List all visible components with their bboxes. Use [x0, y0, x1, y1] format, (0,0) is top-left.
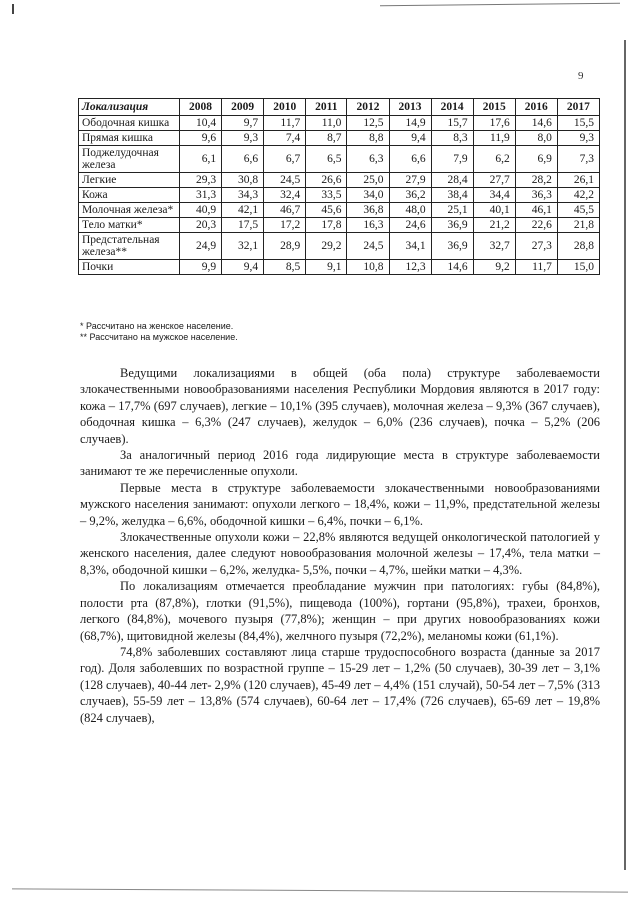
table-cell-value: 9,6	[180, 131, 222, 146]
row-localization-label: Легкие	[79, 173, 180, 188]
paragraph-leading-localizations: Ведущими локализациями в общей (оба пола) структуре заболеваемости злокачественными новообразованиями населения Республики Мордовия являются в 2017 году: кожа – 17,7% (697 случаев), легкие – 10,1% (395 случаев), молочная железа – 9,3% (367 случаев), ободочная кишка – 6,3% (247 случаев), желудок – 6,0% (236 случаев), почка – 5,2% (206 случаев).	[80, 366, 600, 446]
table-cell-value: 40,9	[180, 203, 222, 218]
table-cell-value: 8,5	[264, 260, 306, 275]
table-cell-value: 46,7	[264, 203, 306, 218]
table-header-row	[79, 99, 600, 116]
table-cell-value: 17,5	[222, 218, 264, 233]
row-localization-label: Кожа	[79, 188, 180, 203]
table-cell-value: 15,0	[557, 260, 599, 275]
table-cell-value: 30,8	[222, 173, 264, 188]
table-cell-value: 22,6	[515, 218, 557, 233]
scan-edge-line-top	[380, 3, 620, 7]
table-cell-value: 32,4	[264, 188, 306, 203]
table-cell-value: 17,6	[473, 116, 515, 131]
header-year: 2016	[515, 99, 557, 116]
page-number: 9	[578, 70, 584, 82]
table-cell-value: 34,4	[473, 188, 515, 203]
header-year: 2012	[347, 99, 389, 116]
table-cell-value: 9,2	[473, 260, 515, 275]
table-cell-value: 28,9	[264, 233, 306, 260]
table-cell-value: 9,4	[222, 260, 264, 275]
table-cell-value: 27,7	[473, 173, 515, 188]
table-cell-value: 9,9	[180, 260, 222, 275]
table-cell-value: 15,5	[557, 116, 599, 131]
paragraph-male-structure: Первые места в структуре заболеваемости злокачественными новообразованиями мужского населения занимают: опухоли легкого – 18,4%, кожи – 11,9%, предстательной железы – 9,2%, желудка – 6,6%, ободочной кишки – 6,4%, почки – 6,1%.	[80, 480, 600, 528]
table-cell-value: 12,3	[389, 260, 431, 275]
header-localization: Локализация	[79, 99, 180, 116]
table-row	[79, 173, 600, 188]
table-cell-value: 11,9	[473, 131, 515, 146]
table-cell-value: 27,3	[515, 233, 557, 260]
table-cell-value: 33,5	[306, 188, 347, 203]
header-year: 2015	[473, 99, 515, 116]
paragraph-age-groups: 74,8% заболевших составляют лица старше трудоспособного возраста (данные за 2017 год). Доля заболевших по возрастной группе – 15-29 лет – 1,2% (50 случаев), 30-39 лет – 3,1% (128 случаев), 40-44 лет- 2,9% (120 случаев), 45-49 лет – 4,4% (151 случай), 50-54 лет – 7,5% (313 случаев), 55-59 лет – 13,8% (574 случаев), 60-64 лет – 17,4% (726 случаев), 65-69 лет – 19,8% (824 случаев),	[80, 644, 600, 725]
header-year: 2009	[222, 99, 264, 116]
paragraph-female-structure: Злокачественные опухоли кожи – 22,8% являются ведущей онкологической патологией у женского населения, далее следуют новообразования молочной железы – 17,4%, тела матки – 8,3%, ободочной кишки – 6,2%, желудка- 5,5%, почки – 4,7%, шейки матки – 4,3%.	[80, 530, 600, 577]
table-cell-value: 7,4	[264, 131, 306, 146]
scan-edge-line-right	[624, 40, 626, 870]
table-row	[79, 188, 600, 203]
paragraph-2016-comparison: За аналогичный период 2016 года лидирующие места в структуре заболеваемости занимают те же перечисленные опухоли.	[80, 448, 600, 479]
table-cell-value: 9,1	[306, 260, 347, 275]
table-cell-value: 45,6	[306, 203, 347, 218]
row-localization-label: Предстательная железа**	[79, 233, 180, 260]
table-cell-value: 36,3	[515, 188, 557, 203]
header-year: 2014	[431, 99, 473, 116]
table-cell-value: 25,1	[431, 203, 473, 218]
table-cell-value: 16,3	[347, 218, 389, 233]
table-cell-value: 31,3	[180, 188, 222, 203]
scan-edge-mark	[12, 4, 14, 14]
table-cell-value: 8,0	[515, 131, 557, 146]
table-cell-value: 28,8	[557, 233, 599, 260]
incidence-table	[78, 98, 600, 275]
table-cell-value: 8,7	[306, 131, 347, 146]
table-cell-value: 24,9	[180, 233, 222, 260]
table-cell-value: 28,2	[515, 173, 557, 188]
table-cell-value: 15,7	[431, 116, 473, 131]
table-cell-value: 11,7	[264, 116, 306, 131]
table-cell-value: 34,0	[347, 188, 389, 203]
table-row	[79, 116, 600, 131]
table-cell-value: 6,6	[389, 146, 431, 173]
footnote-male: ** Рассчитано на мужское население.	[80, 332, 238, 342]
table-cell-value: 8,3	[431, 131, 473, 146]
table-cell-value: 9,7	[222, 116, 264, 131]
table-row	[79, 233, 600, 260]
table-cell-value: 26,6	[306, 173, 347, 188]
row-localization-label: Тело матки*	[79, 218, 180, 233]
table-cell-value: 32,7	[473, 233, 515, 260]
table-cell-value: 29,3	[180, 173, 222, 188]
table-cell-value: 36,9	[431, 233, 473, 260]
table-cell-value: 28,4	[431, 173, 473, 188]
table-cell-value: 6,9	[515, 146, 557, 173]
table-cell-value: 11,0	[306, 116, 347, 131]
table-cell-value: 29,2	[306, 233, 347, 260]
table-cell-value: 24,5	[264, 173, 306, 188]
table-cell-value: 6,5	[306, 146, 347, 173]
scan-edge-line-bottom	[12, 888, 628, 892]
header-year: 2008	[180, 99, 222, 116]
table-cell-value: 24,5	[347, 233, 389, 260]
row-localization-label: Молочная железа*	[79, 203, 180, 218]
header-year: 2010	[264, 99, 306, 116]
table-cell-value: 17,2	[264, 218, 306, 233]
paragraph-sex-predominance: По локализациям отмечается преобладание мужчин при патологиях: губы (84,8%), полости рта (87,8%), глотки (91,5%), пищевода (100%), гортани (95,8%), трахеи, бронхов, легкого (84,8%), мочевого пузыря (77,8%); женщин – при других новообразованиях кожи (68,7%), щитовидной железы (84,4%), желчного пузыря (72,2%), меланомы кожи (61,1%).	[80, 579, 600, 643]
table-cell-value: 34,1	[389, 233, 431, 260]
table-cell-value: 9,4	[389, 131, 431, 146]
table-cell-value: 32,1	[222, 233, 264, 260]
table-cell-value: 42,2	[557, 188, 599, 203]
table-cell-value: 6,1	[180, 146, 222, 173]
row-localization-label: Почки	[79, 260, 180, 275]
table-cell-value: 6,2	[473, 146, 515, 173]
table-cell-value: 9,3	[557, 131, 599, 146]
header-year: 2017	[557, 99, 599, 116]
table-cell-value: 24,6	[389, 218, 431, 233]
table-cell-value: 21,2	[473, 218, 515, 233]
table-cell-value: 6,6	[222, 146, 264, 173]
table-cell-value: 34,3	[222, 188, 264, 203]
footnote-female: * Рассчитано на женское население.	[80, 321, 234, 331]
table-cell-value: 6,3	[347, 146, 389, 173]
body-text	[80, 365, 600, 726]
table-cell-value: 8,8	[347, 131, 389, 146]
header-year: 2013	[389, 99, 431, 116]
table-cell-value: 14,9	[389, 116, 431, 131]
table-cell-value: 25,0	[347, 173, 389, 188]
table-row	[79, 218, 600, 233]
table-cell-value: 48,0	[389, 203, 431, 218]
table-cell-value: 6,7	[264, 146, 306, 173]
table-cell-value: 9,3	[222, 131, 264, 146]
table-row	[79, 146, 600, 173]
table-cell-value: 14,6	[431, 260, 473, 275]
table-cell-value: 10,8	[347, 260, 389, 275]
table-footnotes	[80, 321, 238, 343]
table-cell-value: 12,5	[347, 116, 389, 131]
row-localization-label: Прямая кишка	[79, 131, 180, 146]
table-cell-value: 27,9	[389, 173, 431, 188]
table-row	[79, 260, 600, 275]
table-cell-value: 36,8	[347, 203, 389, 218]
table-cell-value: 38,4	[431, 188, 473, 203]
table-row	[79, 131, 600, 146]
table-cell-value: 40,1	[473, 203, 515, 218]
table-cell-value: 10,4	[180, 116, 222, 131]
table-cell-value: 42,1	[222, 203, 264, 218]
table-cell-value: 7,9	[431, 146, 473, 173]
table-cell-value: 14,6	[515, 116, 557, 131]
table-cell-value: 7,3	[557, 146, 599, 173]
table-cell-value: 36,2	[389, 188, 431, 203]
table-cell-value: 11,7	[515, 260, 557, 275]
table-row	[79, 203, 600, 218]
table-cell-value: 36,9	[431, 218, 473, 233]
table-cell-value: 17,8	[306, 218, 347, 233]
table-cell-value: 21,8	[557, 218, 599, 233]
table-cell-value: 46,1	[515, 203, 557, 218]
row-localization-label: Ободочная кишка	[79, 116, 180, 131]
row-localization-label: Поджелудочная железа	[79, 146, 180, 173]
table-body	[79, 116, 600, 275]
table-cell-value: 26,1	[557, 173, 599, 188]
table-cell-value: 45,5	[557, 203, 599, 218]
header-year: 2011	[306, 99, 347, 116]
table-cell-value: 20,3	[180, 218, 222, 233]
